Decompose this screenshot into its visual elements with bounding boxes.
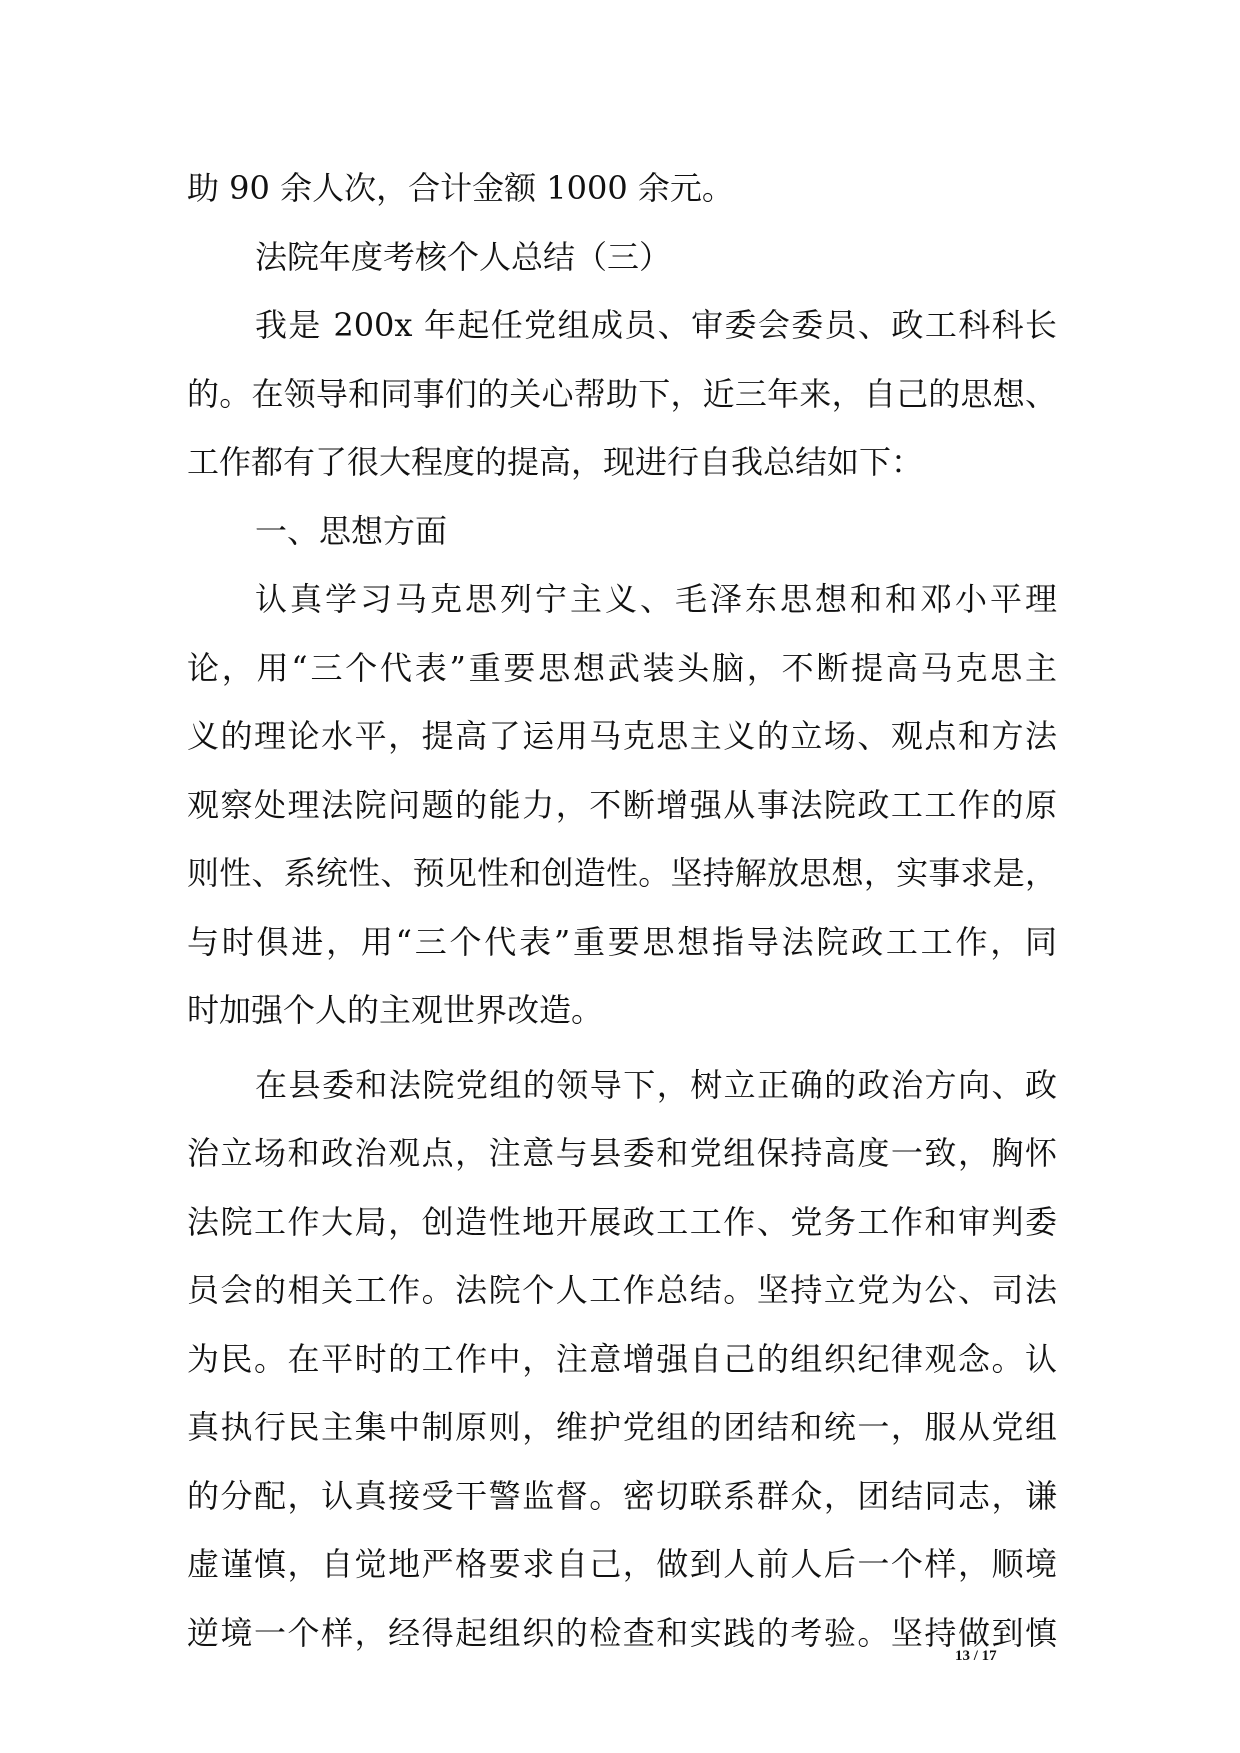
text-line: 助 90 余人次，合计金额 1000 余元。 xyxy=(187,169,734,207)
text-line: 的分配，认真接受干警监督。密切联系群众，团结同志，谦 xyxy=(187,1476,1057,1515)
text-line: 与时俱进，用“三个代表”重要思想指导法院政工工作，同 xyxy=(187,922,1057,961)
page-number: 13 / 17 xyxy=(955,1648,997,1664)
text-line: 工作都有了很大程度的提高，现进行自我总结如下： xyxy=(187,443,924,481)
text-line: 虚谨慎，自觉地严格要求自己，做到人前人后一个样，顺境 xyxy=(187,1545,1057,1583)
text-line: 认真学习马克思列宁主义、毛泽东思想和和邓小平理 xyxy=(255,580,1057,618)
text-line: 时加强个人的主观世界改造。 xyxy=(187,991,604,1029)
text-line: 在县委和法院党组的领导下，树立正确的政治方向、政 xyxy=(255,1065,1057,1104)
text-line: 治立场和政治观点，注意与县委和党组保持高度一致，胸怀 xyxy=(187,1134,1057,1172)
text-line: 观察处理法院问题的能力，不断增强从事法院政工工作的原 xyxy=(187,785,1057,824)
text-line: 我是 200x 年起任党组成员、审委会委员、政工科科长 xyxy=(255,306,1057,344)
text-line: 逆境一个样，经得起组织的检查和实践的考验。坚持做到慎 xyxy=(187,1613,1057,1652)
body-text xyxy=(187,154,1057,1667)
section-heading: 一、思想方面 xyxy=(255,511,448,550)
text-line: 义的理论水平，提高了运用马克思主义的立场、观点和方法 xyxy=(187,717,1057,755)
text-line: 为民。在平时的工作中，注意增强自己的组织纪律观念。认 xyxy=(187,1339,1057,1378)
text-line: 员会的相关工作。法院个人工作总结。坚持立党为公、司法 xyxy=(187,1271,1057,1309)
text-line: 法院工作大局，创造性地开展政工工作、党务工作和审判委 xyxy=(187,1202,1057,1241)
text-line: 的。在领导和同事们的关心帮助下，近三年来，自己的思想、 xyxy=(187,374,1057,413)
text-line: 则性、系统性、预见性和创造性。坚持解放思想，实事求是， xyxy=(187,854,1057,892)
text-line: 真执行民主集中制原则，维护党组的团结和统一，服从党组 xyxy=(187,1408,1057,1446)
text-line: 论，用“三个代表”重要思想武装头脑，不断提高马克思主 xyxy=(187,648,1057,687)
section-title: 法院年度考核个人总结（三） xyxy=(255,237,672,276)
